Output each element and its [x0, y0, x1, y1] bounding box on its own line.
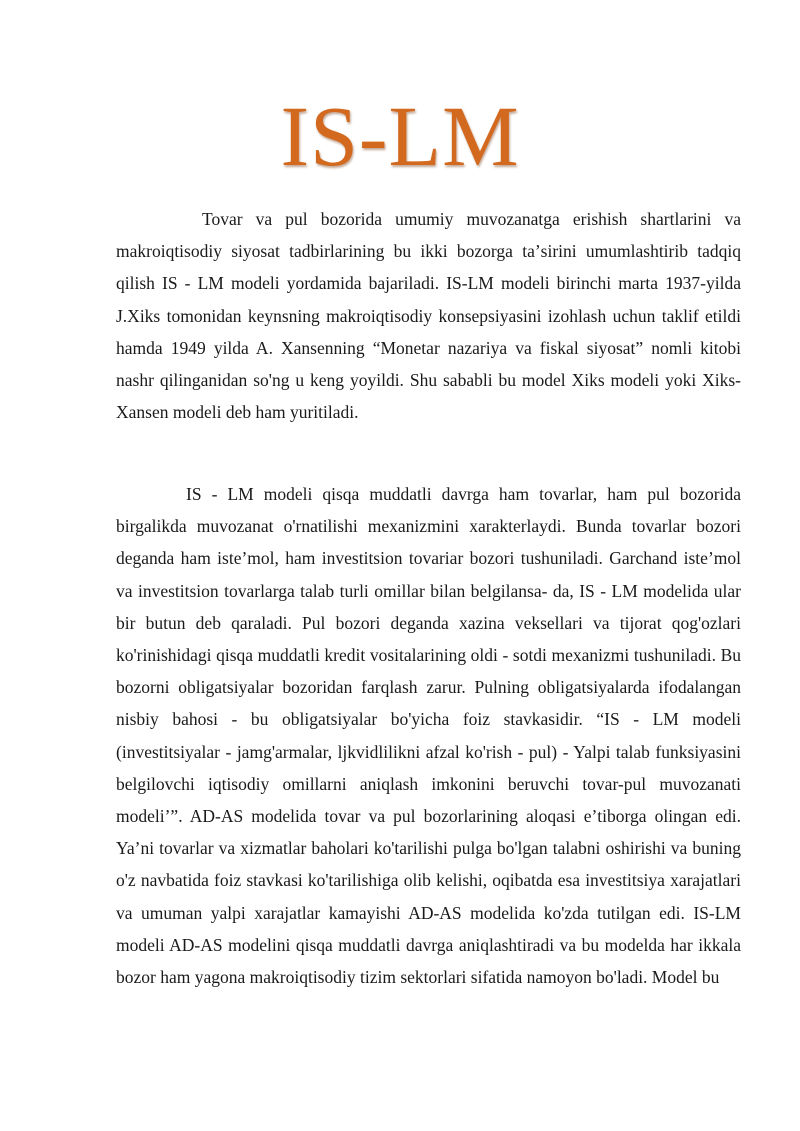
paragraph-intro: Tovar va pul bozorida umumiy muvozanatga erishish shartlarini va makroiqtisodiy siyosat tadbirlarining bu ikki bozorga taʼsirini umumlashtirib tadqiq qilish IS - LM modeli yordamida bajariladi. IS-LM modeli birinchi marta 1937-yilda J.Xiks tomonidan keynsning makroiqtisodiy konsepsiyasini izohlash uchun taklif etildi hamda 1949 yilda A. Xansenning “Monetar nazariya va fiskal siyosat” nomli kitobi nashr qilinganidan so'ng u keng yoyildi. Shu sababli bu model Xiks modeli yoki Xiks-Xansen modeli deb ham yuritiladi. — [116, 209, 741, 423]
paragraph-main: IS - LM modeli qisqa muddatli davrga ham tovarlar, ham pul bozorida birgalikda muvozanat o'rnatilishi mexanizmini xarakterlaydi. Bunda tovarlar bozori deganda ham isteʼmol, ham investitsion tovariar bozori tushuniladi. Garchand isteʼmol va investitsion tovarlarga talab turli omillar bilan belgilansa- da, IS - LM modelida ular bir butun deb qaraladi. Pul bozori deganda xazina veksellari va tijorat qog'ozlari ko'rinishidagi qisqa muddatli kredit vositalarining oldi - sotdi mexanizmi tushuniladi. Bu bozorni obligatsiyalar bozoridan farqlash zarur. Pulning obligatsiyalarda ifodalangan nisbiy bahosi - bu obligatsiyalar bo'yicha foiz stavkasidir. “IS - LM modeli (investitsiyalar - jamg'armalar, ljkvidlilikni afzal ko'rish - pul) - Yalpi talab funksiyasini belgilovchi iqtisodiy omillarni aniqlash imkonini beruvchi tovar-pul muvozanati modeli’”. AD-AS modelida tovar va pul bozorlarining aloqasi eʼtiborga olingan edi. Yaʼni tovarlar va xizmatlar baholari ko'tarilishi pulga bo'lgan talabni oshirishi va buning o'z navbatida foiz stavkasi ko'tarilishiga olib kelishi, oqibatda esa investitsiya xarajatlari va umuman yalpi xarajatlar kamayishi AD-AS modelida ko'zda tutilgan edi. IS-LM modeli AD-AS modelini qisqa muddatli davrga aniqlashtiradi va bu modelda har ikkala bozor ham yagona makroiqtisodiy tizim sektorlari sifatida namoyon bo'ladi. Model bu — [116, 484, 741, 988]
document-title: IS-LM — [280, 88, 520, 184]
